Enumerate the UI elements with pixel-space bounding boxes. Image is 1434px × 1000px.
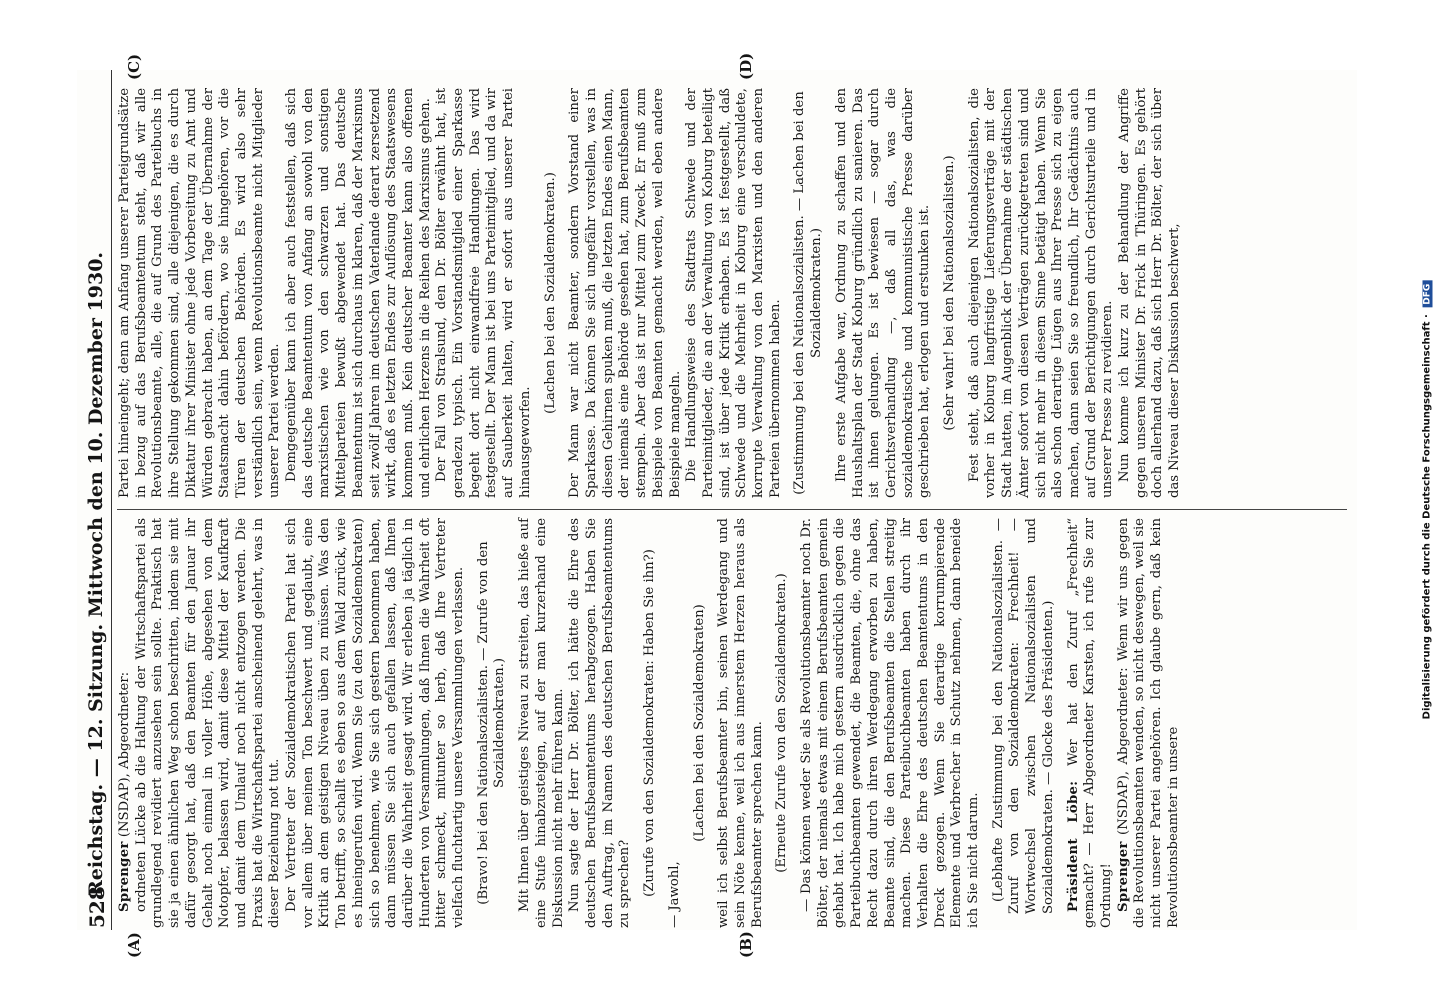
paragraph <box>434 88 534 498</box>
paragraph <box>792 88 825 498</box>
paragraph <box>834 88 934 498</box>
digitization-note <box>1422 281 1433 720</box>
paragraph <box>117 518 134 928</box>
paragraph <box>799 518 983 928</box>
paragraph-text: — Jawohl, <box>666 861 682 928</box>
paragraph-text: — Das können weder Sie als Revolutionsbeamter noch Dr. Bölter, der niemals etwas mit einem Berufsbeamten gemein gehabt hat. Ich habe mich gestern ausdrücklich gegen die Parteibuchbeamten gewendet, die Beamten, die, ohne das Recht dazu durch ihren Werdegang erworben zu haben, Beamte sind, die den Berufsbeamten die Stellen streitig machen. Diese Parteibuchbeamten haben durch ihr Verhalten die Ehre des deutschen Beamtentums in den Dreck gezogen. Wenn Sie derartige korrumpierende Elemente und Verbrecher in Schutz nehmen, dann beneide ich Sie nicht darum. <box>799 518 982 928</box>
paragraph-text: (Erneute Zurufe von den Sozialdemokraten.) <box>774 573 790 873</box>
paragraph-text: (Bravo! bei den Nationalsozialisten. — Zurufe von den Sozialdemokraten.) <box>475 541 508 905</box>
paragraph <box>284 88 434 498</box>
paragraph-text: Ihre erste Aufgabe war, Ordnung zu schaffen und den Haushaltsplan der Stadt Koburg gründlich zu sanieren. Das ist ihnen gelungen. Es ist bewiesen — sogar durch Gerichtsverhandlung —, daß all das, was die sozialdemokratische und kommunistische Presse darüber geschrieben hat, erlogen und erstunken ist. <box>833 88 933 498</box>
paragraph-text: weil ich selbst Berufsbeamter bin, seinen Werdegang und sein Nöte kenne, weil ich aus innerstem Herzen heraus als Berufsbeamter sprechen kann. <box>716 518 765 928</box>
margin-mark-b: (B) <box>737 931 755 958</box>
paragraph-text: Der Fall von Stralsund, den Dr. Bölter erwähnt hat, ist geradezu typisch. Ein Vorstandsmitglied einer Sparkasse begeht dort nicht einwandfreie Handlungen. Das wird festgestellt. Der Mann ist bei uns Parteimitglied, und da wir auf Sauberkeit halten, wird er sofort aus unserer Partei hinausgeworfen. <box>434 88 533 498</box>
paragraph-text: (Lebhafte Zustimmung bei den Nationalsozialisten. — Zuruf von den Sozialdemokraten: Frechheit! — Wortwechsel zwischen Nationalsozialisten und Sozialdemokraten. — Glocke des Präsidenten.) <box>990 518 1056 914</box>
column-divider <box>117 509 1347 510</box>
paragraph-text: (NSDAP), Abgeordneter: <box>117 671 132 838</box>
paragraph-text: Mit Ihnen über geistiges Niveau zu streiten, das hieße auf eine Stufe hinabzusteigen, auf der man kurzerhand eine Diskussion nicht mehr führen kann. <box>517 518 566 928</box>
margin-mark-c: (C) <box>125 53 143 80</box>
paragraph-text: (Lachen bei den Sozialdemokraten) <box>691 604 707 842</box>
page-header <box>77 70 112 930</box>
dfg-logo: DFG <box>1423 281 1433 308</box>
paragraph <box>134 518 284 928</box>
paragraph-text: Fest steht, daß auch diejenigen Nationalsozialisten, die vorher in Koburg langfristige Lieferungsverträge mit der Stadt hatten, im Augenblick der Übernahme der städtischen Ämter sofort von diesen Verträgen zurückgetreten sind und sich nicht mehr in diesem Sinne betätigt haben. Wenn Sie also schon derartige Lügen aus Ihrer Presse sich zu eigen machen, dann seien Sie so freundlich, Ihr Gedächtnis auch auf Grund der Berichtigungen durch Gerichtsurteile und in unserer Presse zu revidieren. <box>966 88 1116 498</box>
paragraph-text: (Lachen bei den Sozialdemokraten.) <box>542 172 558 414</box>
paragraph-text: Partei hineingeht; denn am Anfang unserer Parteigrundsätze in bezug auf das Berufsbeamtentum steht, daß wir alle Revolutionsbeamte, alle, die auf Grund des Parteibuchs in ihre Stellung gekommen sind, alle diejenigen, die es durch Diktatur ihrer Minister ohne jede Vorbereitung zu Amt und Würden gebracht haben, an dem Tage der Übernahme der Staatsmacht dahin befördern, wo sie hingehören, vor die Türen der deutschen Behörden. Es wird also sehr verständlich sein, wenn Revolutionsbeamte nicht Mitglieder unserer Partei werden. <box>117 88 283 498</box>
paragraph <box>991 518 1058 928</box>
paragraph <box>117 88 284 498</box>
paragraph-text: Der Vertreter der Sozialdemokratischen Partei hat sich vor allem über meinen Ton beschwert und geglaubt, eine Kritik an dem geistigen Niveau üben zu müssen. Was den Ton betrifft, so schallt es eben so aus dem Wald zurück, wie es hineingerufen wird. Wenn Sie (zu den Sozialdemokraten) sich so benehmen, wie Sie sich gestern benommen haben, dann müssen Sie sich auch gefallen lassen, daß Ihnen darüber die Wahrheit gesagt wird. Wir erleben ja täglich in Hunderten von Versammlungen, daß Ihnen die Wahrheit oft bitter schmeckt, mitunter so herb, daß Ihre Vertreter vielfach fluchtartig unsere Versammlungen verlassen. <box>284 518 467 928</box>
paragraph <box>567 88 684 498</box>
paragraph <box>942 88 959 498</box>
rotated-page <box>77 52 1357 958</box>
paragraph <box>774 518 791 928</box>
paragraph-text: Demgegenüber kann ich aber auch feststellen, daß sich das deutsche Beamtentum von Anfang an sowohl von den marxistischen wie von den schwarzen und sonstigen Mittelparteien bewußt abgewendet hat. Das deutsche Beamtentum ist sich durchaus im klaren, daß der Marxismus seit zwölf Jahren im deutschen Vaterlande derart zersetzend wirkt, daß es letzten Endes zur Auflösung des Staatswesens kommen muß. Kein deutscher Beamter kann also offenen und ehrlichen Herzens in die Reihen des Marxismus gehen. <box>284 88 433 498</box>
paragraph <box>967 88 1117 498</box>
paragraph <box>284 518 468 928</box>
left-column <box>117 518 1182 928</box>
paragraph <box>1116 518 1183 928</box>
paragraph <box>667 518 684 928</box>
paragraph <box>567 518 634 928</box>
paragraph-text: Nun komme ich kurz zu der Behandlung der Angriffe gegen unseren Minister Dr. Frick in Thüringen. Es gehört doch allerhand dazu, daß sich Herr Dr. Bölter, der sich über das Niveau dieser Diskussion beschwert, <box>1117 88 1183 498</box>
paragraph <box>543 88 560 498</box>
margin-mark-d: (D) <box>737 52 755 80</box>
paragraph <box>642 518 659 928</box>
speaker-name: Präsident Löbe: <box>1065 780 1081 912</box>
paragraph-text: Die Handlungsweise des Stadtrats Schwede und der Parteimitglieder, die an der Verwaltung von Koburg beteiligt sind, ist über jede Kritik erhaben. Es ist festgestellt, daß Schwede und die Mehrheit in Koburg eine verschuldete, korrupte Verwaltung von den Marxisten und den anderen Parteien übernommen haben. <box>684 88 783 498</box>
paragraph-text: (NSDAP), Abgeordneter: Wenn wir uns gegen die Revolutionsbeamten wenden, so nicht deswegen, weil sie nicht unserer Partei angehören. Ich glaube gern, daß kein Revolutionsbeamter in unsere <box>1115 518 1181 928</box>
page-number: 528 <box>85 886 109 928</box>
paragraph <box>1066 518 1116 928</box>
paragraph-text: Nun sagte der Herr Dr. Bölter, ich hätte die Ehre des deutschen Berufsbeamtentums herabgezogen. Haben Sie den Auftrag, im Namen des deutschen Berufsbeamtentums zu sprechen? <box>567 518 633 928</box>
paragraph-text: (Zurufe von den Sozialdemokraten: Haben Sie ihn?) <box>642 549 658 897</box>
speaker-name: Sprenger <box>117 841 132 912</box>
page-title: Reichstag. — 12. Sitzung. Mittwoch den 10. Dezember 1930. <box>85 251 107 896</box>
paragraph <box>692 518 709 928</box>
paragraph-text: ordneten Lücke ab die Haltung der Wirtschaftspartei als grundlegend revidiert anzusehen sein sollte. Praktisch hat sie ja einen ähnlichen Weg schon beschritten, indem sie mit dafür gesorgt hat, daß den Beamten für den Januar ihr Gehalt noch einmal in voller Höhe, abgesehen von dem Notopfer, belassen wird, damit diese Mittel der Kaufkraft und damit dem Umlauf noch nicht entzogen werden. Die Praxis hat die Wirtschaftspartei anscheinend gelehrt, was in dieser Beziehung not tut. <box>133 518 283 928</box>
paragraph <box>1117 88 1184 498</box>
paragraph-text: (Sehr wahr! bei den Nationalsozialisten.) <box>942 155 958 431</box>
paragraph-text: Der Mann war nicht Beamter, sondern Vorstand einer Sparkasse. Da können Sie sich ungefähr vorstellen, was in diesen Gehirnen spuken muß, die letzten Endes einen Mann, der niemals eine Behörde gesehen hat, zum Berufsbeamten stempeln. Aber das ist nur Mittel zum Zweck. Er muß zum Beispiele von Beamten gemacht werden, weil eben andere Beispiele mangeln. <box>567 88 683 498</box>
paragraph-text: (Zustimmung bei den Nationalsozialisten. — Lachen bei den Sozialdemokraten.) <box>792 91 825 495</box>
paragraph <box>716 518 766 928</box>
paragraph <box>517 518 567 928</box>
paragraph <box>476 518 509 928</box>
paragraph <box>684 88 784 498</box>
paragraph-text: Wer hat den Zuruf „Frechheit“ gemacht? — Herr Abgeordneter Karsten, ich rufe Sie zur Ordnung! <box>1065 518 1114 928</box>
right-column <box>117 88 1184 498</box>
margin-mark-a: (A) <box>125 932 143 958</box>
speaker-name: Sprenger <box>1115 841 1131 912</box>
digitization-text: Digitalisierung gefördert durch die Deutsche Forschungsgemeinschaft · <box>1421 314 1433 720</box>
